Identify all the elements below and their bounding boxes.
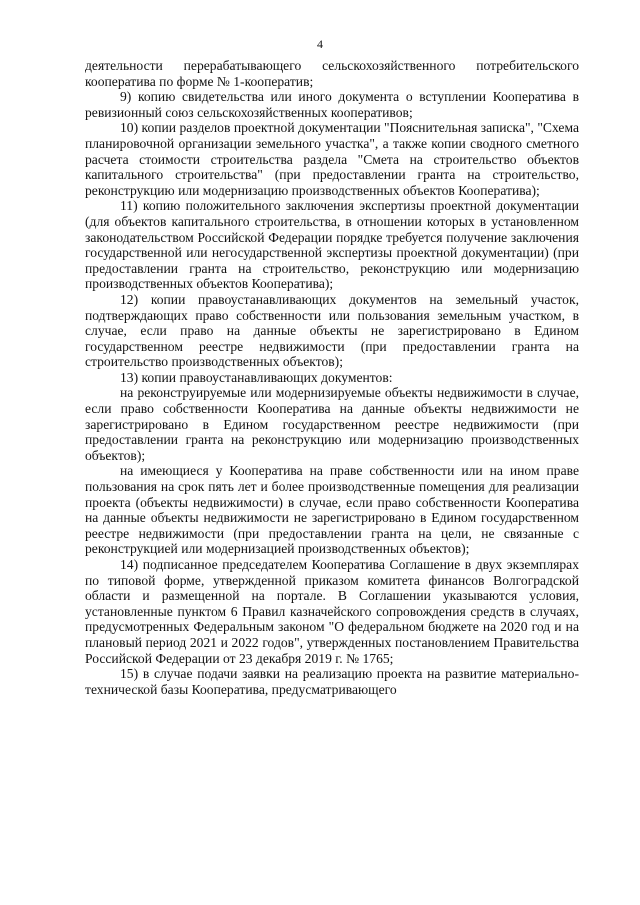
paragraph-item-14: 14) подписанное председателем Кооператива Соглашение в двух экземплярах по типовой форме, утвержденной приказом комитета финансов Волгоградской области и размещенной на портале. В Соглашении указываются условия, установленные пунктом 6 Правил казначейского сопровождения средств в случаях, предусмотренных Федеральным законом "О федеральном бюджете на 2020 год и на плановый период 2021 и 2022 годов", утвержденных постановлением Правительства Российской Федерации от 23 декабря 2019 г. № 1765; [85,557,579,666]
document-body [85,58,579,697]
paragraph-item-9: 9) копию свидетельства или иного документа о вступлении Кооператива в ревизионный союз сельскохозяйственных кооперативов; [85,89,579,120]
page-number: 4 [317,37,323,51]
paragraph-item-15: 15) в случае подачи заявки на реализацию проекта на развитие материально-технической базы Кооператива, предусматривающего [85,666,579,697]
paragraph-item-10: 10) копии разделов проектной документации "Пояснительная записка", "Схема планировочной организации земельного участка", а также копии сводного сметного расчета стоимости строительства раздела "Смета на строительство объектов капитального строительства" (при предоставлении гранта на строительство, реконструкцию или модернизацию производственных объектов Кооператива); [85,120,579,198]
paragraph-item-13-sub-2: на имеющиеся у Кооператива на праве собственности или на ином праве пользования на срок пять лет и более производственные помещения для реализации проекта (объекты недвижимости) в случае, если право собственности Кооператива на данные объекты недвижимости не зарегистрировано в Едином государственном реестре недвижимости (при предоставлении гранта на цели, не связанные с реконструкцией или модернизацией производственных объектов); [85,463,579,557]
paragraph-item-11: 11) копию положительного заключения экспертизы проектной документации (для объектов капитального строительства, в отношении которых в установленном законодательством Российской Федерации порядке требуется получение заключения государственной или негосударственной экспертизы проектной документации) (при предоставлении гранта на строительство, реконструкцию или модернизацию производственных объектов Кооператива); [85,198,579,292]
paragraph-item-12: 12) копии правоустанавливающих документов на земельный участок, подтверждающих право собственности или пользования земельным участком, в случае, если право на данные объекты не зарегистрировано в Едином государственном реестре недвижимости (при предоставлении гранта на строительство производственных объектов); [85,291,579,370]
paragraph-continuation: деятельности перерабатывающего сельскохозяйственного потребительского кооператива по форме № 1-кооператив; [85,58,579,89]
paragraph-item-13: 13) копии правоустанавливающих документов: [120,369,393,385]
paragraph-item-13-sub-1: на реконструируемые или модернизируемые объекты недвижимости в случае, если право собственности Кооператива на данные объекты недвижимости не зарегистрировано в Едином государственном реестре недвижимости (при предоставлении гранта на реконструкцию или модернизацию производственных объектов); [85,385,579,463]
